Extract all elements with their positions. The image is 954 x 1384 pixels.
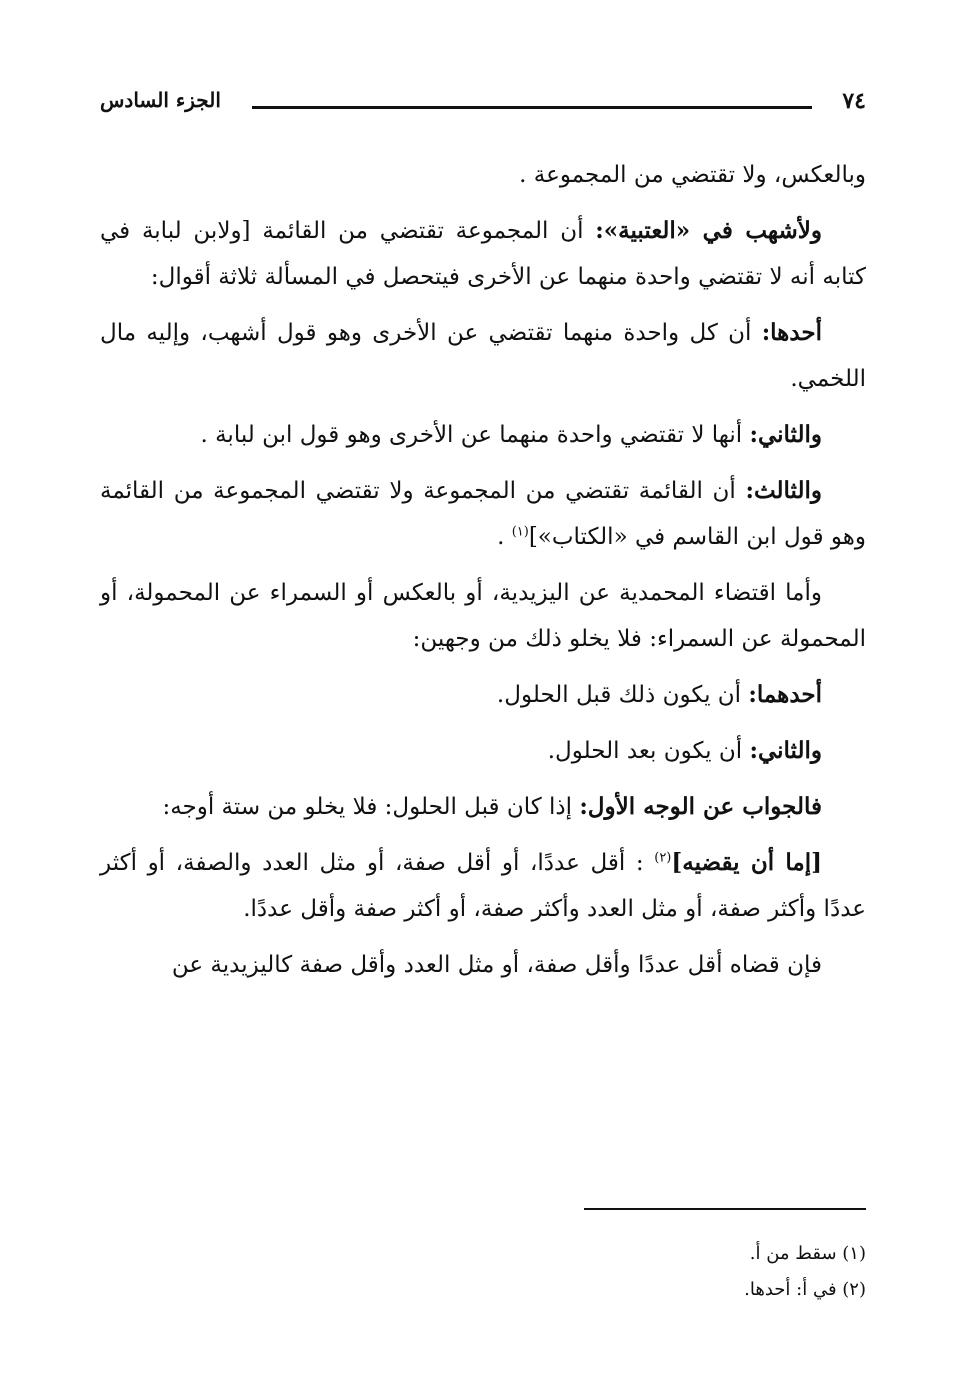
paragraph-tail: : أقل عددًا، أو أقل صفة، أو مثل العدد والصفة، أو أكثر عددًا وأكثر صفة، أو مثل العدد وأكثر صفة، أو أكثر صفة وأقل عددًا. — [100, 850, 866, 922]
paragraph-text: إذا كان قبل الحلول: فلا يخلو من ستة أوجه: — [162, 794, 580, 820]
footnote: (٢) في أ: أحدها. — [744, 1279, 866, 1300]
paragraph — [100, 728, 866, 774]
footnote-marker: (٢) — [654, 850, 672, 866]
paragraph — [100, 468, 866, 560]
paragraph-text: فإن قضاه أقل عددًا وأقل صفة، أو مثل العدد وأقل صفة كاليزيدية عن — [171, 952, 822, 978]
paragraph — [100, 840, 866, 932]
paragraph — [100, 570, 866, 662]
paragraph-text: أن يكون ذلك قبل الحلول. — [496, 682, 749, 708]
paragraph — [100, 310, 866, 402]
footnote-marker: (١) — [511, 524, 529, 540]
paragraph-lead: أحدهما: — [748, 681, 822, 708]
paragraph — [100, 784, 866, 830]
paragraph-lead: [إما أن يقضيه] — [671, 849, 823, 876]
paragraph-lead: والثاني: — [749, 737, 822, 764]
paragraph-lead: فالجواب عن الوجه الأول: — [579, 793, 822, 820]
paragraph-text: أن يكون بعد الحلول. — [547, 738, 750, 764]
paragraph-lead: أحدها: — [761, 319, 822, 346]
footnote-rule — [584, 1208, 866, 1210]
paragraph-text: أنها لا تقتضي واحدة منهما عن الأخرى وهو قول ابن لبابة . — [200, 422, 750, 448]
paragraph — [100, 152, 866, 198]
paragraph-lead: والثاني: — [749, 421, 822, 448]
main-text — [100, 152, 866, 998]
paragraph — [100, 412, 866, 458]
footnote: (١) سقط من أ. — [749, 1243, 866, 1264]
paragraph — [100, 942, 866, 988]
paragraph-lead: والثالث: — [745, 477, 822, 504]
paragraph-text: أن القائمة تقتضي من المجموعة ولا تقتضي المجموعة من القائمة وهو قول ابن القاسم في «الكتاب»] — [100, 478, 866, 550]
paragraph — [100, 672, 866, 718]
page-number: ٧٤ — [842, 88, 866, 114]
footnotes — [100, 1236, 866, 1308]
paragraph-text: أن المجموعة تقتضي من القائمة [ولابن لبابة في كتابه أنه لا تقتضي واحدة منهما عن الأخرى فيتحصل في المسألة ثلاثة أقوال: — [100, 218, 866, 290]
paragraph-tail: . — [497, 524, 512, 550]
paragraph-text: وبالعكس، ولا تقتضي من المجموعة . — [519, 162, 866, 188]
paragraph-text: وأما اقتضاء المحمدية عن اليزيدية، أو بالعكس أو السمراء عن المحمولة، أو المحمولة عن السمراء: فلا يخلو ذلك من وجهين: — [100, 580, 866, 652]
page-header — [100, 84, 866, 124]
paragraph-lead: ولأشهب في «العتبية»: — [595, 217, 822, 244]
header-rule — [252, 106, 812, 109]
paragraph — [100, 208, 866, 300]
paragraph-text: أن كل واحدة منهما تقتضي عن الأخرى وهو قول أشهب، وإليه مال اللخمي. — [100, 320, 866, 392]
volume-title: الجزء السادس — [100, 88, 221, 112]
